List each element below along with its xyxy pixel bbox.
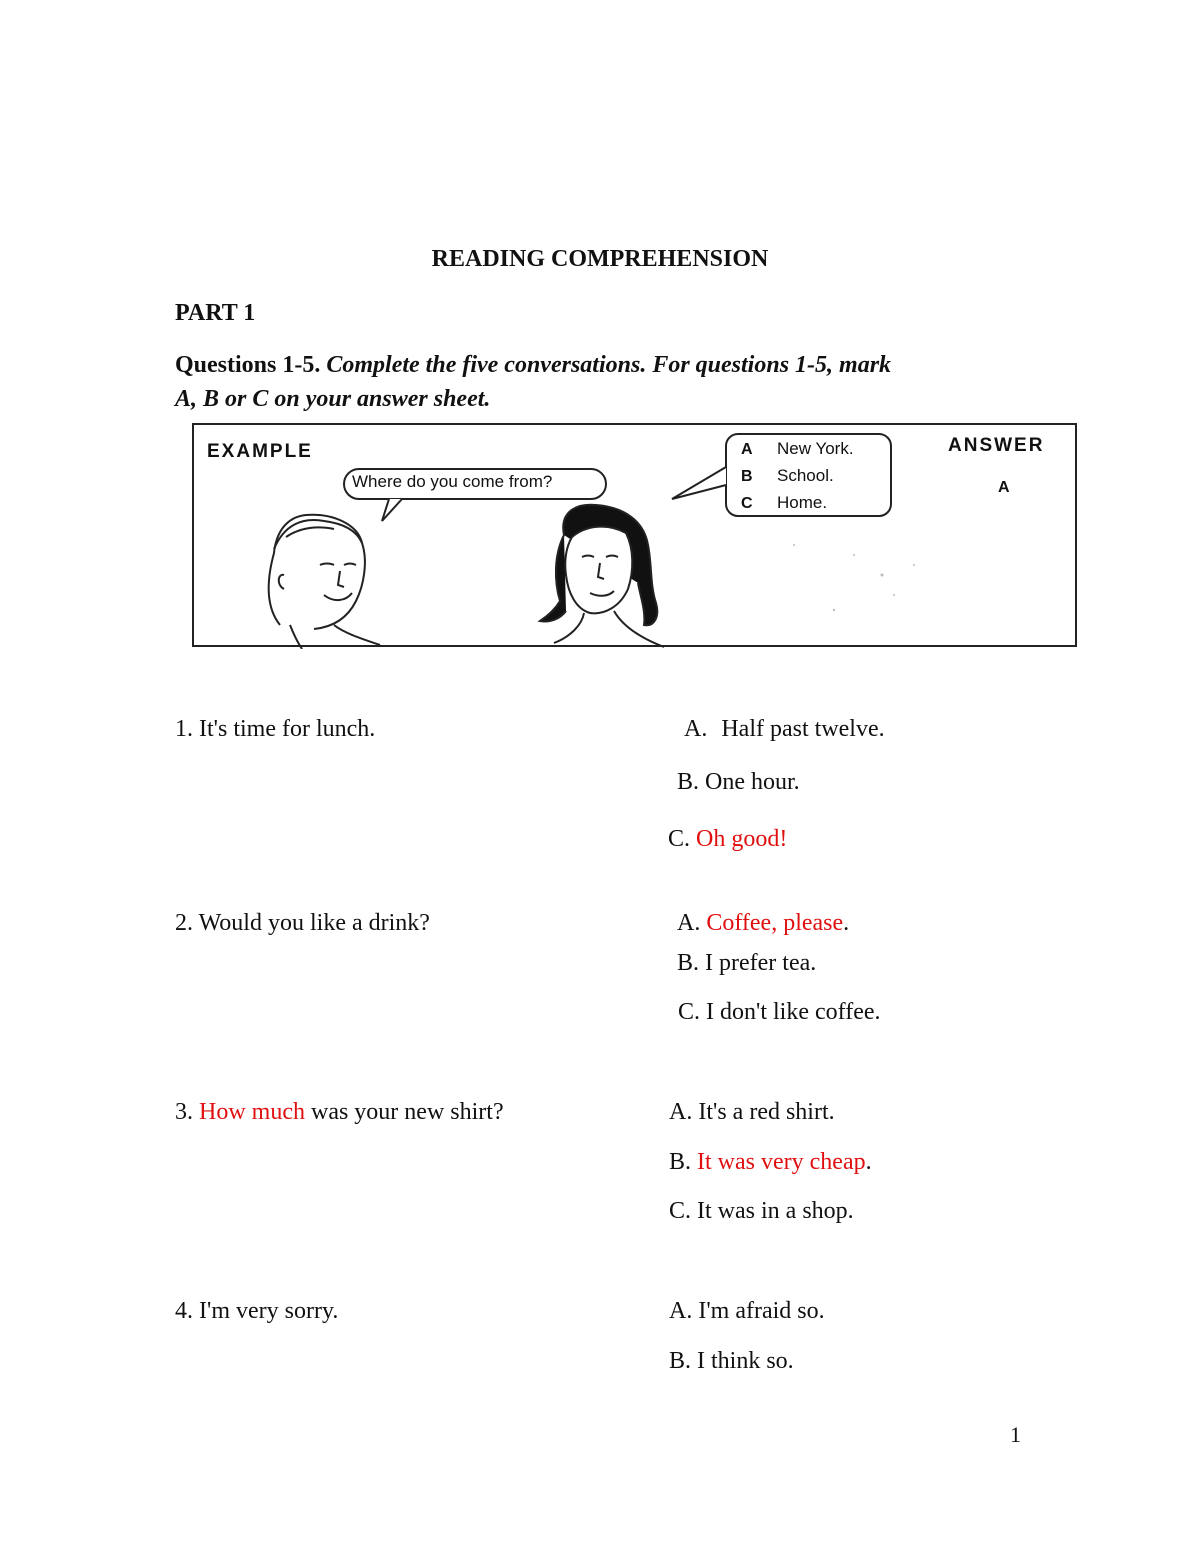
question-number: 3. bbox=[175, 1099, 193, 1125]
question-text: It's time for lunch. bbox=[199, 716, 376, 742]
option-label: B. bbox=[669, 1149, 692, 1175]
option-text: Home. bbox=[777, 493, 828, 512]
option-label: A. bbox=[677, 910, 701, 936]
question-text: I'm very sorry. bbox=[199, 1298, 339, 1324]
question-3-option-a bbox=[669, 1099, 835, 1126]
option-label: A. bbox=[684, 716, 708, 742]
example-speech-bubble: Where do you come from? bbox=[352, 472, 553, 491]
option-label: C. bbox=[668, 826, 691, 852]
question-1-option-a bbox=[684, 716, 885, 743]
scan-speckles bbox=[793, 544, 915, 611]
instructions-line2: A, B or C on your answer sheet. bbox=[175, 386, 491, 412]
example-label: EXAMPLE bbox=[207, 441, 313, 462]
question-4-option-a bbox=[669, 1298, 825, 1325]
question-text: was your new shirt? bbox=[310, 1099, 504, 1125]
example-box bbox=[192, 423, 1077, 647]
answer-value: A bbox=[998, 479, 1010, 496]
instructions-lead: Questions 1-5. bbox=[175, 352, 321, 378]
option-label: A. bbox=[669, 1298, 693, 1324]
question-2-option-a bbox=[677, 910, 849, 937]
option-text: School. bbox=[777, 466, 834, 485]
page-number: 1 bbox=[1010, 1422, 1021, 1447]
instructions-line1: Complete the five conversations. For questions 1-5, mark bbox=[326, 352, 892, 378]
option-text: It was in a shop. bbox=[697, 1198, 854, 1224]
option-text: I prefer tea. bbox=[705, 950, 817, 976]
example-illustration bbox=[194, 425, 1079, 649]
option-letter: A bbox=[741, 441, 753, 458]
option-text: I think so. bbox=[697, 1348, 794, 1374]
option-label: C. bbox=[669, 1198, 692, 1224]
example-option-a bbox=[741, 439, 854, 459]
option-label: B. bbox=[677, 769, 700, 795]
question-number: 1. bbox=[175, 716, 193, 742]
question-1-option-c bbox=[668, 826, 787, 853]
woman-figure bbox=[540, 505, 664, 647]
question-3-prompt bbox=[175, 1099, 504, 1126]
question-text: Would you like a drink? bbox=[198, 910, 430, 936]
option-text: Half past twelve. bbox=[721, 716, 885, 742]
option-label: A. bbox=[669, 1099, 693, 1125]
option-letter: B bbox=[741, 468, 753, 485]
option-suffix: . bbox=[865, 1149, 872, 1175]
instructions bbox=[175, 348, 891, 416]
question-number: 2. bbox=[175, 910, 193, 936]
question-1-option-b bbox=[677, 769, 800, 796]
option-text-highlighted: It was very cheap bbox=[697, 1149, 866, 1175]
question-3-option-c bbox=[669, 1198, 854, 1225]
question-text-highlighted: How much bbox=[199, 1099, 305, 1125]
option-label: B. bbox=[677, 950, 700, 976]
option-text: It's a red shirt. bbox=[698, 1099, 835, 1125]
option-text: I'm afraid so. bbox=[698, 1298, 825, 1324]
question-2-prompt bbox=[175, 910, 430, 937]
option-text: One hour. bbox=[705, 769, 800, 795]
option-suffix: . bbox=[843, 910, 850, 936]
option-text-highlighted: Oh good! bbox=[696, 826, 788, 852]
option-text: I don't like coffee. bbox=[706, 999, 881, 1025]
question-2-option-b bbox=[677, 950, 816, 977]
example-option-c bbox=[741, 493, 827, 513]
question-3-option-b bbox=[669, 1149, 872, 1176]
answer-label: ANSWER bbox=[948, 435, 1045, 456]
option-label: C. bbox=[678, 999, 701, 1025]
man-figure bbox=[269, 515, 380, 649]
question-1-prompt bbox=[175, 716, 375, 743]
question-4-prompt bbox=[175, 1298, 338, 1325]
option-letter: C bbox=[741, 495, 753, 512]
option-label: B. bbox=[669, 1348, 692, 1374]
example-option-b bbox=[741, 466, 834, 486]
option-text-highlighted: Coffee, please bbox=[706, 910, 844, 936]
question-number: 4. bbox=[175, 1298, 193, 1324]
part-heading: PART 1 bbox=[175, 300, 256, 326]
question-4-option-b bbox=[669, 1348, 794, 1375]
page-title: READING COMPREHENSION bbox=[431, 246, 769, 272]
question-2-option-c bbox=[678, 999, 881, 1026]
option-text: New York. bbox=[777, 439, 854, 458]
